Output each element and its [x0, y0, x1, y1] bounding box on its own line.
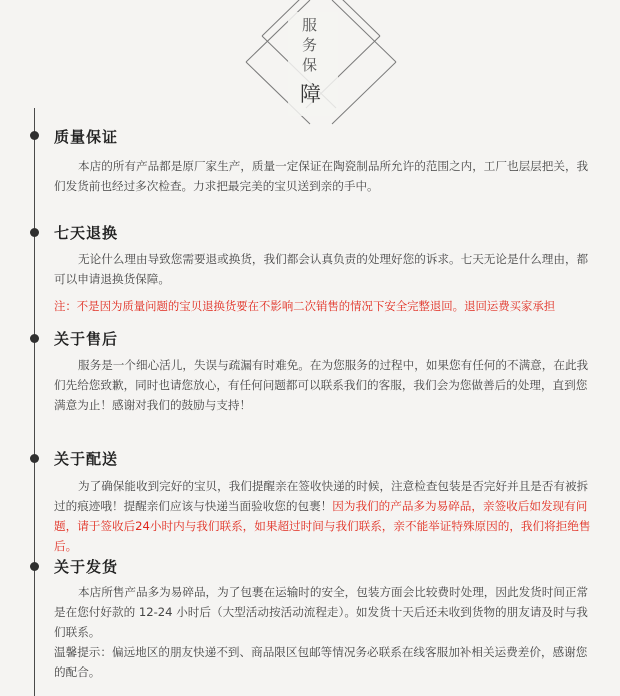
timeline-line: [34, 108, 35, 696]
section-heading-aftersale: 关于售后: [54, 330, 119, 348]
title-char-2: 务: [302, 36, 318, 54]
timeline-dot: [30, 454, 39, 463]
timeline-dot: [30, 334, 39, 343]
section-text-shipping: 本店所售产品多为易碎品，为了包裹在运输时的安全，包装方面会比较费时处理，因此发货时间正常是在您付好款的 12-24 小时后（大型活动按活动流程走）。如发货十天后还未收到货物的朋友请及时与我们联系。: [54, 585, 589, 639]
timeline-dot: [30, 228, 39, 237]
section-heading-delivery: 关于配送: [54, 450, 119, 468]
section-text-quality: 本店的所有产品都是原厂家生产，质量一定保证在陶瓷制品所允许的范围之内，工厂也层层把关，我们发货前也经过多次检查。力求把最完美的宝贝送到亲的手中。: [54, 159, 589, 193]
section-heading-shipping: 关于发货: [54, 558, 119, 576]
delivery-text-normal: 为了确保能收到完好的宝贝，我们提醒亲在签收快递的时候，注意检查包装是否完好并且是否有被拆过的痕迹哦！提醒亲们应该与快递当面验收您的包裹！: [54, 479, 589, 513]
timeline-dot: [30, 562, 39, 571]
delivery-text-red: 因为我们的产品多为易碎品，亲签收后如发现有问题，请于签收后24小时内与我们联系，如果超过时间与我们联系，亲不能举证特殊原因的，我们将拒绝售后。: [54, 499, 591, 553]
section-tip-shipping: 温馨提示：偏远地区的朋友快递不到、商品限区包邮等情况务必联系在线客服加补相关运费差价，感谢您的配合。: [54, 645, 588, 679]
title-char-3: 保: [302, 56, 318, 74]
section-heading-quality: 质量保证: [54, 128, 119, 146]
section-text-aftersale: 服务是一个细心活儿，失误与疏漏有时难免。在为您服务的过程中，如果您有任何的不满意，在此我们先给您致歉，同时也请您放心，有任何问题都可以联系我们的客服，我们会为您做善后的处理，直到您满意为止！感谢对我们的鼓励与支持！: [54, 358, 589, 412]
title-char-1: 服: [302, 16, 318, 34]
section-text-return: 无论什么理由导致您需要退或换货，我们都会认真负责的处理好您的诉求。七天无论是什么理由，都可以申请退换货保障。: [54, 252, 589, 286]
timeline-dot: [30, 131, 39, 140]
title-char-4: 障: [300, 82, 321, 106]
section-heading-return: 七天退换: [54, 224, 119, 242]
section-text-delivery: [54, 476, 594, 556]
return-note: 注：不是因为质量问题的宝贝退换货要在不影响二次销售的情况下安全完整退回。退回运费买家承担: [54, 299, 556, 313]
